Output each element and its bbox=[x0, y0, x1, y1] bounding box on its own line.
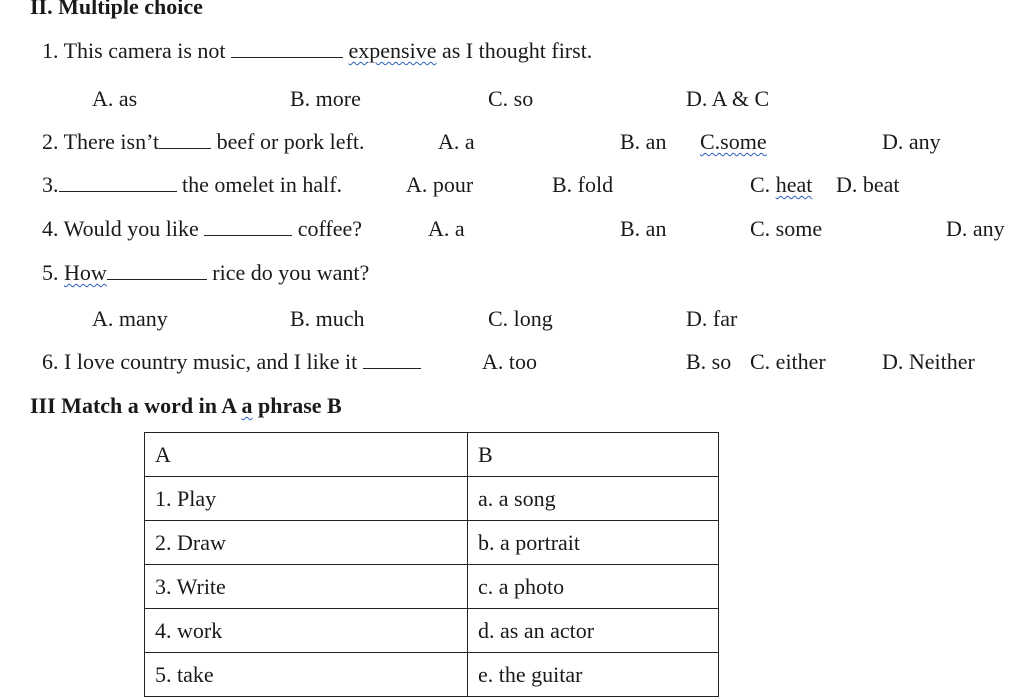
q6-option-c[interactable]: C. either bbox=[750, 349, 826, 374]
question-text-end: rice do you want? bbox=[212, 260, 370, 285]
q4-option-a[interactable]: A. a bbox=[428, 216, 465, 241]
column-b-cell[interactable]: a. a song bbox=[468, 477, 719, 521]
question-text-end: coffee? bbox=[297, 216, 363, 241]
question-text: I love country music, and I like it bbox=[64, 349, 358, 374]
question-text: How bbox=[64, 260, 107, 285]
question-number: 3. bbox=[42, 172, 59, 197]
question-3 bbox=[42, 172, 342, 198]
question-number: 6. bbox=[42, 349, 59, 374]
title-part-end: phrase B bbox=[257, 393, 342, 418]
title-part: III Match a word in A bbox=[30, 393, 236, 418]
q1-option-a[interactable]: A. as bbox=[92, 86, 138, 111]
answer-blank[interactable] bbox=[107, 261, 207, 280]
q5-option-d[interactable]: D. far bbox=[686, 306, 738, 331]
question-6 bbox=[42, 349, 421, 375]
q4-option-c[interactable]: C. some bbox=[750, 216, 823, 241]
column-b-cell[interactable]: c. a photo bbox=[468, 565, 719, 609]
table-row bbox=[145, 477, 719, 521]
question-text: This camera is not bbox=[63, 38, 226, 63]
option-letter: C. bbox=[750, 172, 771, 197]
column-b-header: B bbox=[468, 433, 719, 477]
table-row bbox=[145, 565, 719, 609]
title-part-underlined: a bbox=[241, 393, 253, 418]
section-title-match bbox=[30, 393, 342, 419]
column-b-cell[interactable]: e. the guitar bbox=[468, 653, 719, 697]
question-word: expensive bbox=[348, 38, 437, 63]
question-1 bbox=[42, 38, 592, 64]
question-5 bbox=[42, 260, 369, 286]
column-b-cell[interactable]: d. as an actor bbox=[468, 609, 719, 653]
question-number: 1. bbox=[42, 38, 59, 63]
question-2 bbox=[42, 129, 364, 155]
q4-option-b[interactable]: B. an bbox=[620, 216, 667, 241]
q3-option-d[interactable]: D. beat bbox=[836, 172, 900, 197]
answer-blank[interactable] bbox=[59, 173, 177, 192]
q2-option-c[interactable]: C.some bbox=[700, 129, 767, 154]
question-4 bbox=[42, 216, 362, 242]
question-text-end: beef or pork left. bbox=[216, 129, 365, 154]
question-number: 4. bbox=[42, 216, 59, 241]
column-a-cell[interactable]: 1. Play bbox=[145, 477, 468, 521]
q3-option-b[interactable]: B. fold bbox=[552, 172, 614, 197]
table-row bbox=[145, 609, 719, 653]
option-word: heat bbox=[775, 172, 813, 197]
question-text: There isn’t bbox=[63, 129, 160, 154]
question-text-end: as I thought first. bbox=[441, 38, 593, 63]
question-text-end: the omelet in half. bbox=[182, 172, 343, 197]
column-a-cell[interactable]: 3. Write bbox=[145, 565, 468, 609]
q2-option-b[interactable]: B. an bbox=[620, 129, 667, 154]
q5-option-b[interactable]: B. much bbox=[290, 306, 365, 331]
q3-option-a[interactable]: A. pour bbox=[406, 172, 474, 197]
question-number: 2. bbox=[42, 129, 59, 154]
question-number: 5. bbox=[42, 260, 59, 285]
q2-option-a[interactable]: A. a bbox=[438, 129, 475, 154]
q4-option-d[interactable]: D. any bbox=[946, 216, 1005, 241]
q2-option-d[interactable]: D. any bbox=[882, 129, 941, 154]
q1-option-d[interactable]: D. A & C bbox=[686, 86, 770, 111]
answer-blank[interactable] bbox=[363, 350, 421, 369]
q3-option-c[interactable] bbox=[750, 172, 812, 198]
column-b-cell[interactable]: b. a portrait bbox=[468, 521, 719, 565]
answer-blank[interactable] bbox=[159, 130, 211, 149]
answer-blank[interactable] bbox=[204, 217, 292, 236]
table-header-row bbox=[145, 433, 719, 477]
column-a-cell[interactable]: 4. work bbox=[145, 609, 468, 653]
q6-option-b[interactable]: B. so bbox=[686, 349, 732, 374]
q6-option-d[interactable]: D. Neither bbox=[882, 349, 975, 374]
q6-option-a[interactable]: A. too bbox=[482, 349, 537, 374]
question-text: Would you like bbox=[63, 216, 199, 241]
q5-option-c[interactable]: C. long bbox=[488, 306, 553, 331]
answer-blank[interactable] bbox=[231, 39, 343, 58]
table-row bbox=[145, 521, 719, 565]
column-a-cell[interactable]: 5. take bbox=[145, 653, 468, 697]
q5-option-a[interactable]: A. many bbox=[92, 306, 168, 331]
table-row bbox=[145, 653, 719, 697]
column-a-cell[interactable]: 2. Draw bbox=[145, 521, 468, 565]
column-a-header: A bbox=[145, 433, 468, 477]
q1-option-b[interactable]: B. more bbox=[290, 86, 361, 111]
matching-table bbox=[144, 432, 719, 697]
section-title-multiple-choice: II. Multiple choice bbox=[30, 0, 203, 19]
q1-option-c[interactable]: C. so bbox=[488, 86, 534, 111]
